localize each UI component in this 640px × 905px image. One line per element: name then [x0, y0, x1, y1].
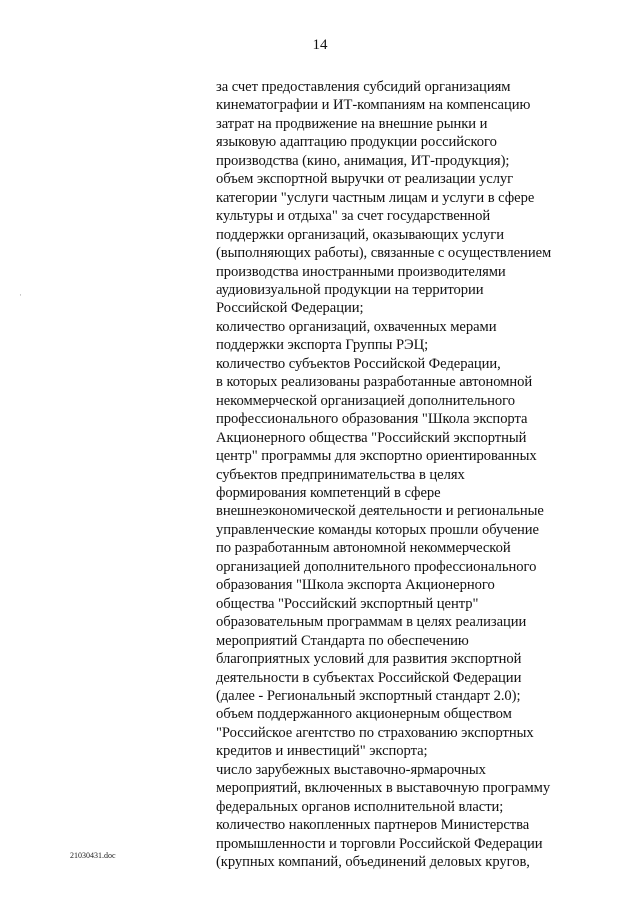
text-line: мероприятий, включенных в выставочную программу	[216, 780, 551, 797]
text-line: промышленности и торговли Российской Федерации	[216, 835, 543, 852]
text-line: мероприятий Стандарта по обеспечению	[216, 632, 469, 649]
text-line: некоммерческой организацией дополнительного	[216, 392, 515, 409]
text-line: образования "Школа экспорта Акционерного	[216, 577, 495, 594]
text-line: образовательным программам в целях реализации	[216, 614, 527, 631]
text-line: языковую адаптацию продукции российского	[216, 134, 497, 151]
text-line: объем поддержанного акционерным обществом	[216, 706, 512, 723]
text-line: поддержки организаций, оказывающих услуги	[216, 226, 504, 243]
text-line: (далее - Региональный экспортный стандарт 2.0);	[216, 687, 521, 704]
text-line: Российской Федерации;	[216, 300, 364, 317]
text-line: объем экспортной выручки от реализации услуг	[216, 171, 514, 188]
text-line: общества "Российский экспортный центр"	[216, 595, 479, 612]
text-line: профессионального образования "Школа экспорта	[216, 411, 528, 428]
footer-filename: 21030431.doc	[70, 851, 116, 860]
text-line: благоприятных условий для развития экспортной	[216, 651, 522, 668]
text-line: затрат на продвижение на внешние рынки и	[216, 115, 488, 132]
text-line: производства (кино, анимация, ИТ-продукция);	[216, 152, 510, 169]
text-line: формирования компетенций в сфере	[216, 484, 441, 501]
text-line: (выполняющих работы), связанные с осуществлением	[216, 245, 552, 262]
text-line: количество субъектов Российской Федерации,	[216, 355, 501, 372]
text-line: в которых реализованы разработанные автономной	[216, 374, 533, 391]
page-number: 14	[312, 37, 328, 53]
text-line: внешнеэкономической деятельности и региональные	[216, 503, 544, 520]
text-line: кинематографии и ИТ-компаниям на компенсацию	[216, 97, 531, 114]
text-line: федеральных органов исполнительной власти;	[216, 798, 504, 815]
text-line: (крупных компаний, объединений деловых кругов,	[216, 854, 530, 871]
text-line: центр" программы для экспортно ориентированных	[216, 448, 537, 465]
text-line: кредитов и инвестиций" экспорта;	[216, 743, 428, 760]
text-line: поддержки экспорта Группы РЭЦ;	[216, 337, 429, 354]
text-line: субъектов предпринимательства в целях	[216, 466, 465, 483]
text-line: по разработанным автономной некоммерческой	[216, 540, 511, 557]
text-line: управленческие команды которых прошли обучение	[216, 521, 539, 538]
text-line: деятельности в субъектах Российской Федерации	[216, 669, 522, 686]
text-line: Акционерного общества "Российский экспортный	[216, 429, 527, 446]
body-text	[216, 78, 626, 871]
text-line: аудиовизуальной продукции на территории	[216, 281, 484, 298]
text-line: за счет предоставления субсидий организациям	[216, 79, 511, 95]
text-line: категории "услуги частным лицам и услуги в сфере	[216, 189, 535, 206]
text-line: производства иностранными производителями	[216, 263, 506, 280]
text-line: организацией дополнительного профессионального	[216, 558, 537, 575]
margin-mark: ·	[19, 290, 22, 300]
text-line: число зарубежных выставочно-ярмарочных	[216, 761, 486, 778]
text-line: "Российское агентство по страхованию экспортных	[216, 724, 534, 741]
text-line: количество организаций, охваченных мерами	[216, 318, 497, 335]
text-line: культуры и отдыха" за счет государственной	[216, 208, 491, 225]
text-line: количество накопленных партнеров Министерства	[216, 817, 530, 834]
